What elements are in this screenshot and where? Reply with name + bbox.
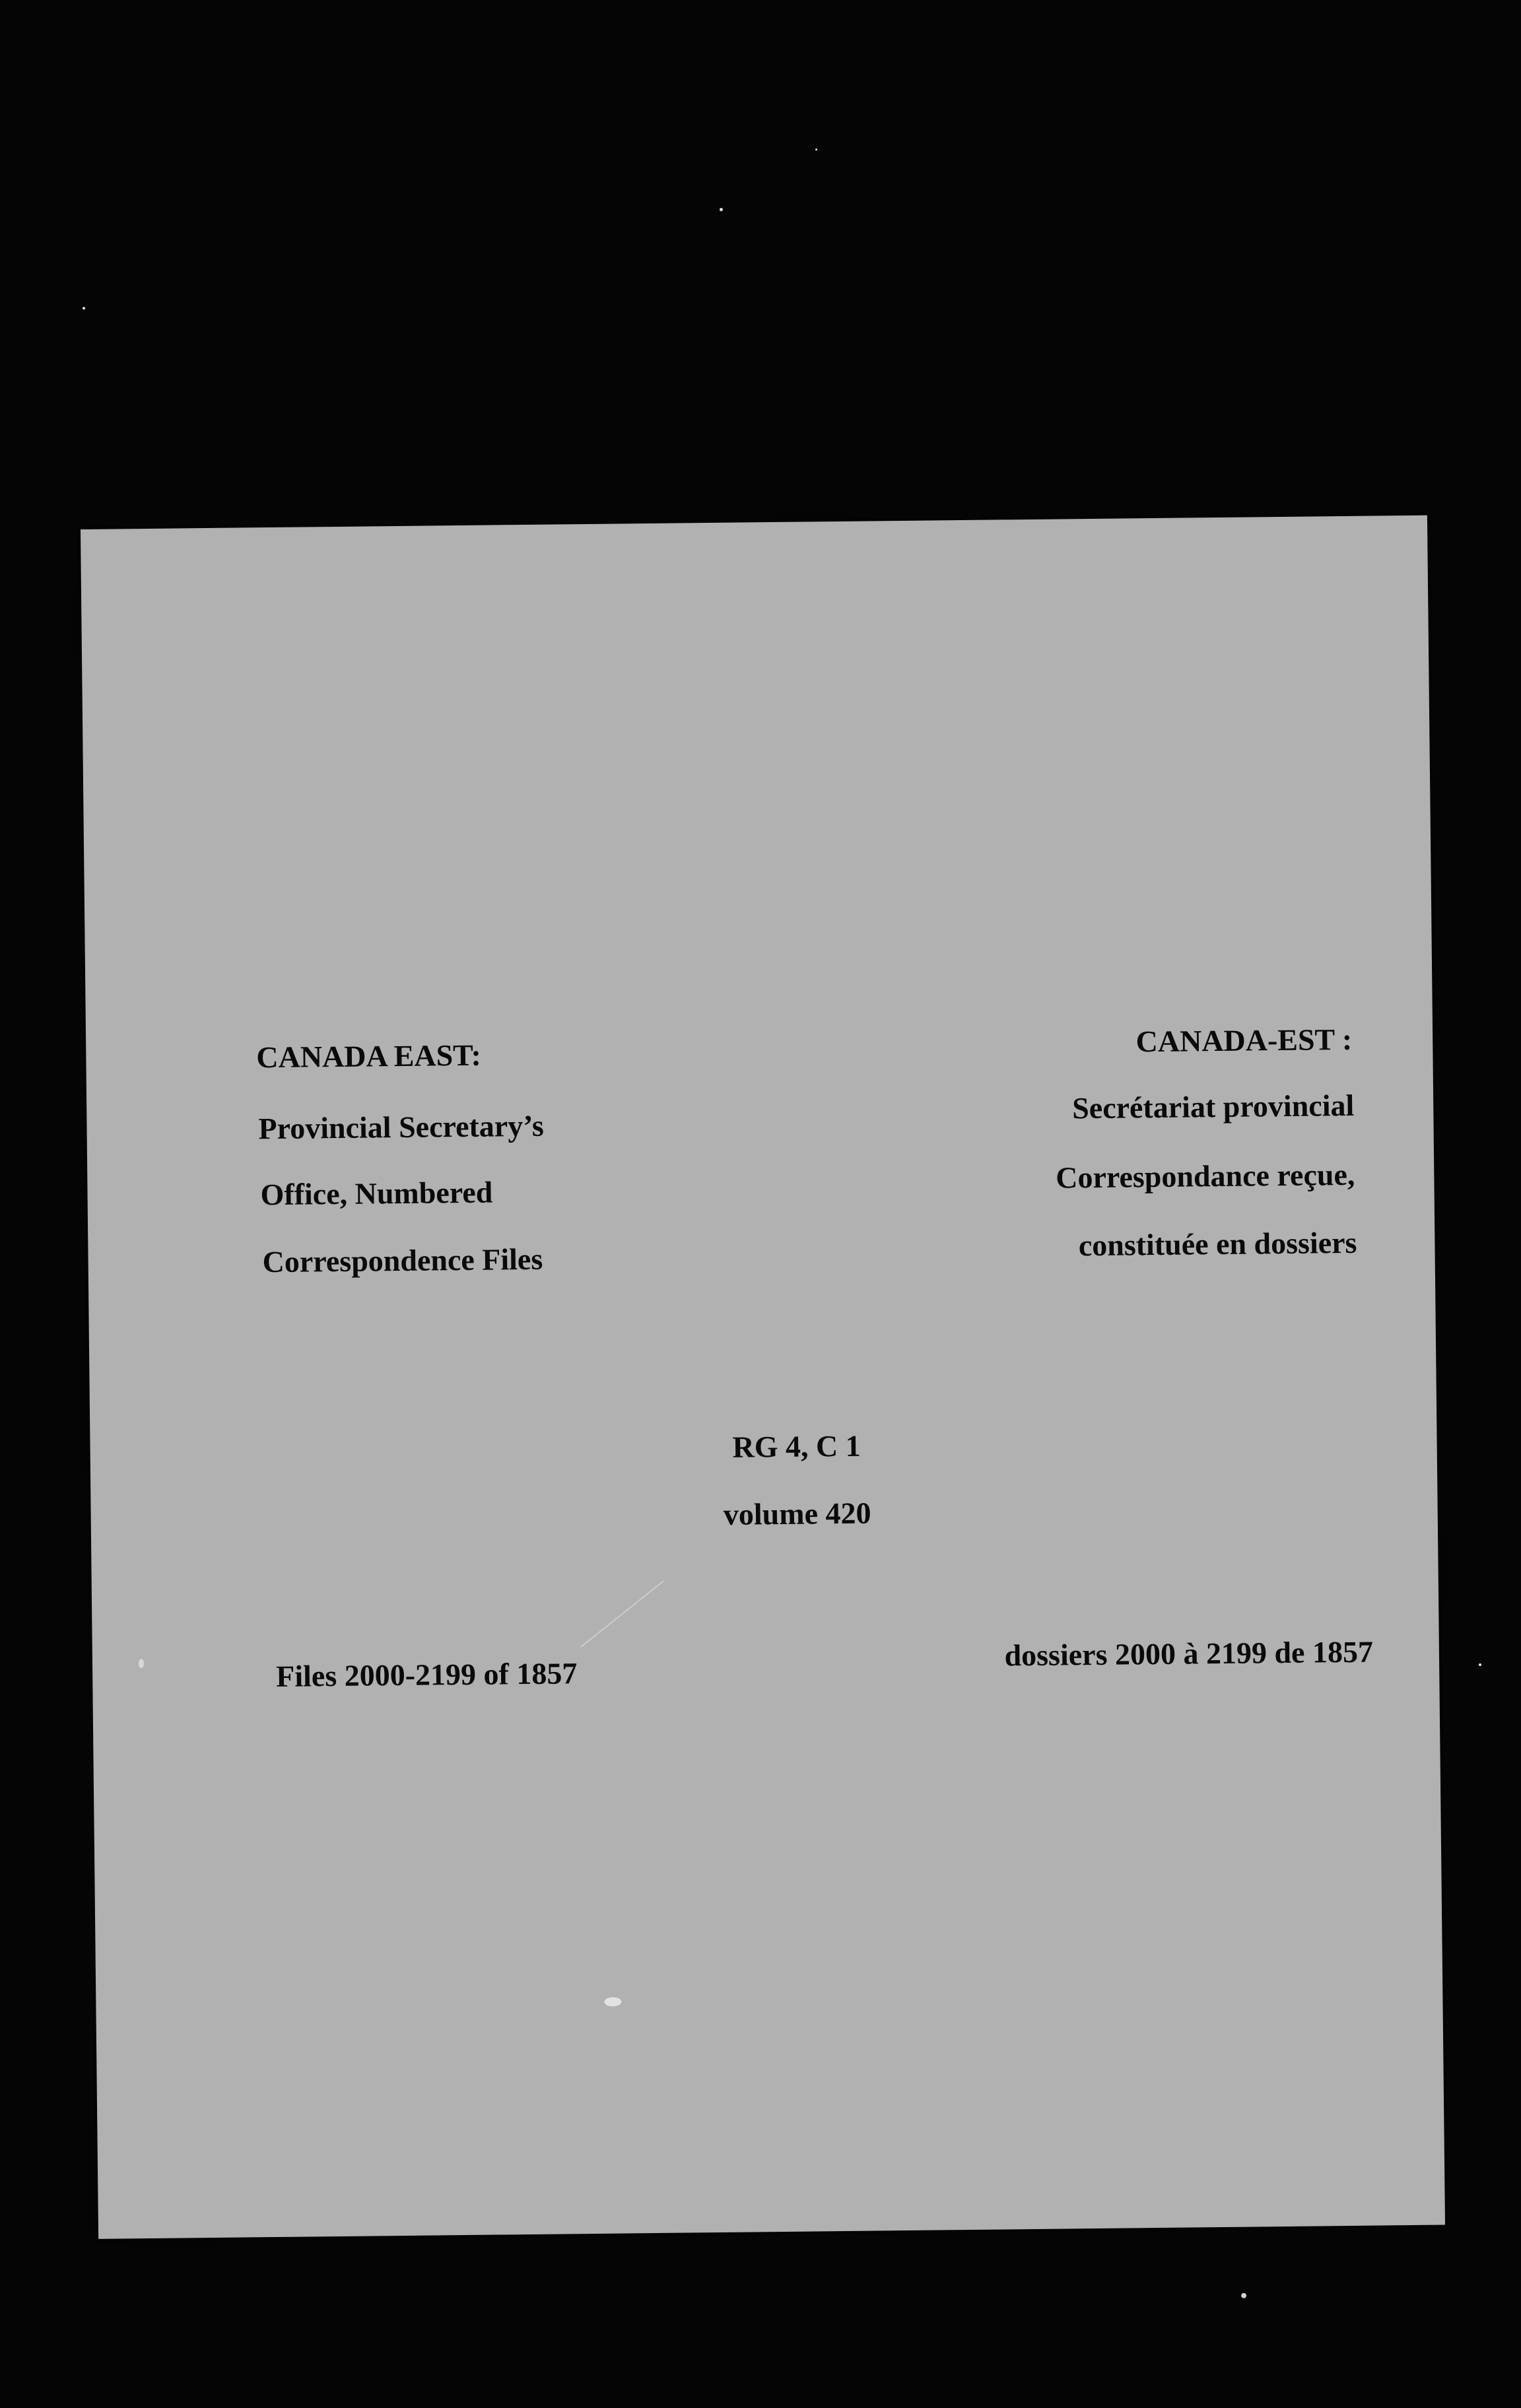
french-line-2: Correspondance reçue,	[1055, 1157, 1355, 1195]
film-speck	[83, 307, 85, 310]
english-line-1: Provincial Secretary’s	[258, 1108, 544, 1146]
volume-number: volume 420	[723, 1496, 871, 1531]
english-file-range: Files 2000-2199 of 1857	[275, 1656, 578, 1693]
document-card	[81, 516, 1445, 2239]
film-speck	[1479, 1663, 1481, 1666]
english-line-2: Office, Numbered	[260, 1175, 493, 1212]
french-file-range: dossiers 2000 à 2199 de 1857	[1004, 1634, 1374, 1673]
card-speck	[1241, 2293, 1246, 2298]
french-line-3: constituée en dossiers	[1078, 1225, 1357, 1263]
record-group-reference: RG 4, C 1	[732, 1428, 861, 1464]
card-speck	[139, 1659, 144, 1668]
french-heading: CANADA-EST :	[1135, 1022, 1353, 1059]
english-line-3: Correspondence Files	[262, 1242, 543, 1279]
english-heading: CANADA EAST:	[256, 1038, 481, 1075]
film-speck	[815, 149, 817, 150]
card-scratch	[580, 1581, 663, 1648]
film-speck	[720, 208, 723, 211]
card-speck	[604, 1997, 621, 2007]
french-line-1: Secrétariat provincial	[1071, 1088, 1355, 1125]
